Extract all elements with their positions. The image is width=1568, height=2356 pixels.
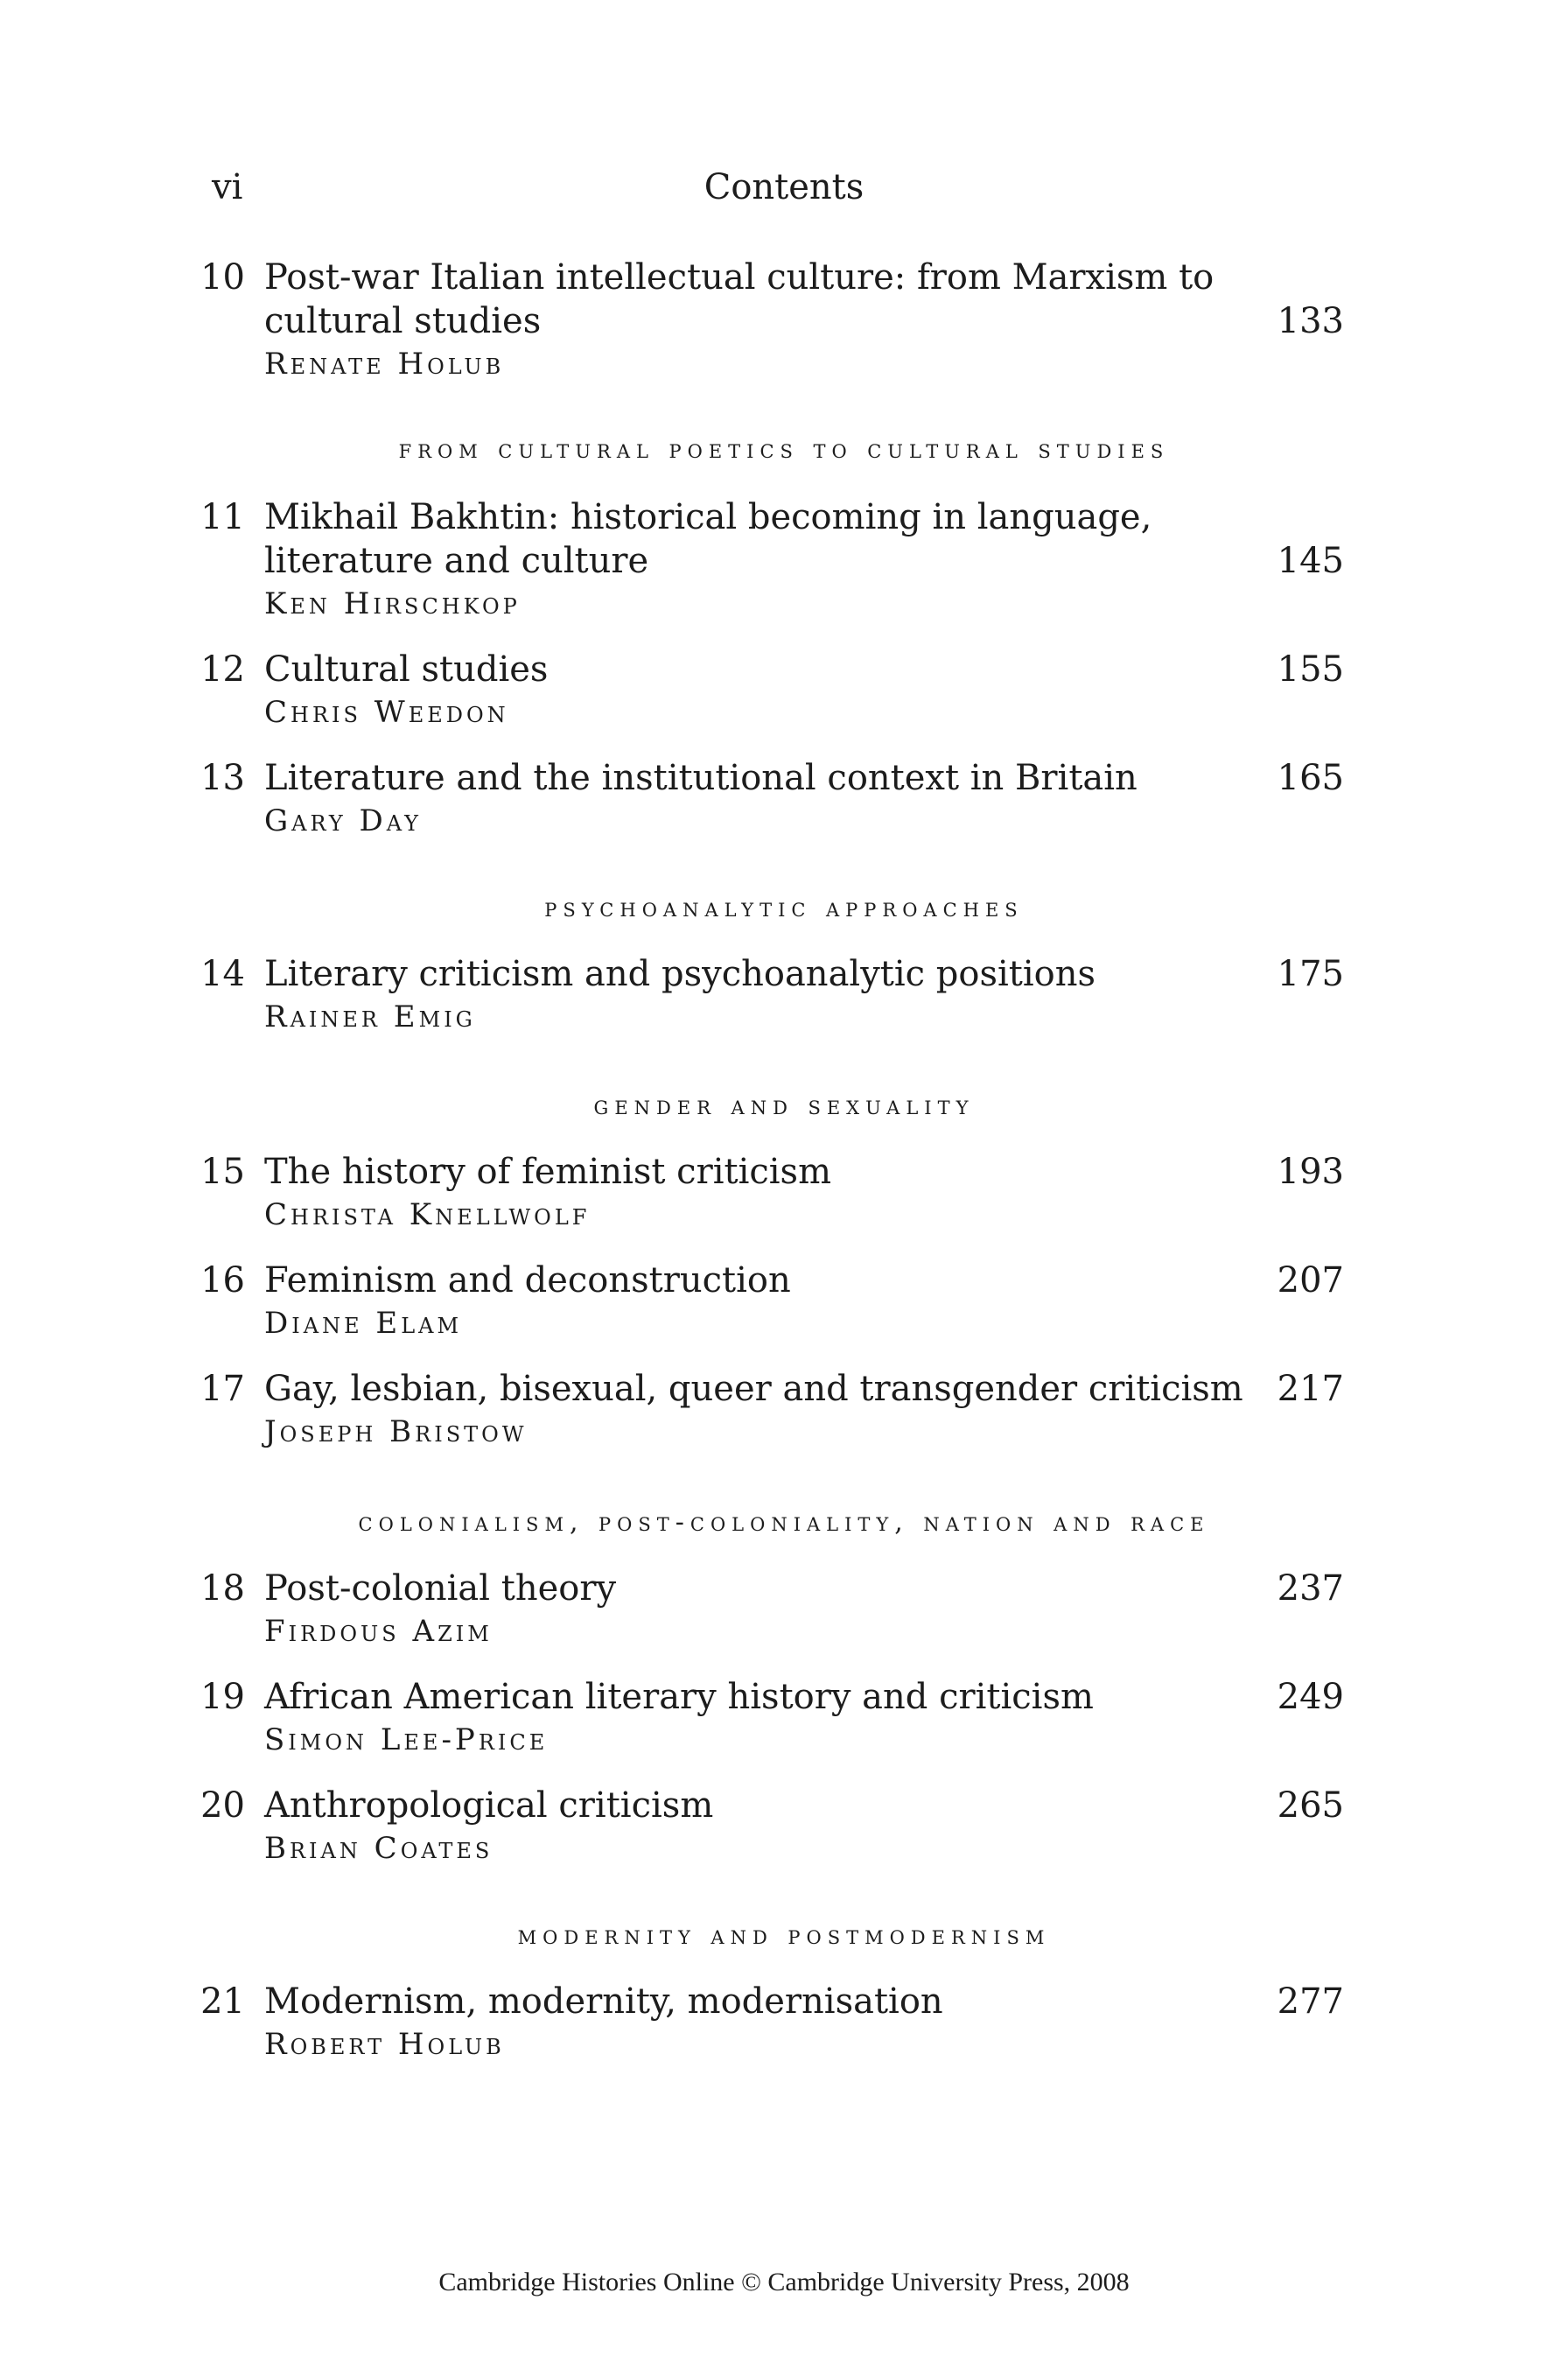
chapter-title: Anthropological criticism	[264, 1785, 714, 1826]
section-heading: gender and sexuality	[593, 1090, 975, 1121]
page-number: vi	[212, 167, 243, 207]
chapter-title: Gay, lesbian, bisexual, queer and transgender criticism	[264, 1369, 1243, 1409]
chapter-title: Literature and the institutional context in Britain	[264, 758, 1138, 798]
chapter-page: 217	[1277, 1369, 1344, 1409]
section-heading: from cultural poetics to cultural studies	[398, 434, 1170, 465]
chapter-number: 13	[200, 758, 245, 798]
chapter-number: 19	[200, 1677, 245, 1717]
running-title: Contents	[704, 167, 864, 207]
chapter-author: Joseph Bristow	[264, 1414, 528, 1449]
chapter-number: 16	[200, 1260, 245, 1301]
chapter-author: Robert Holub	[264, 2027, 505, 2062]
chapter-number: 21	[200, 1981, 245, 2022]
chapter-page: 277	[1277, 1981, 1344, 2022]
chapter-title: Mikhail Bakhtin: historical becoming in language, literature and culture	[264, 497, 1152, 581]
chapter-page: 145	[1277, 541, 1344, 581]
chapter-author: Diane Elam	[264, 1306, 463, 1341]
chapter-number: 17	[200, 1369, 245, 1409]
chapter-number: 18	[200, 1568, 245, 1609]
chapter-title: Literary criticism and psychoanalytic positions	[264, 954, 1096, 994]
chapter-page: 237	[1277, 1568, 1344, 1609]
chapter-page: 175	[1277, 954, 1344, 994]
chapter-author: Renate Holub	[264, 347, 505, 382]
chapter-author: Gary Day	[264, 803, 422, 838]
chapter-number: 15	[200, 1152, 245, 1192]
chapter-title: African American literary history and criticism	[264, 1677, 1094, 1717]
chapter-number: 12	[200, 649, 245, 690]
chapter-number: 20	[200, 1785, 245, 1826]
chapter-author: Christa Knellwolf	[264, 1197, 591, 1232]
chapter-number: 14	[200, 954, 245, 994]
copyright-footer: Cambridge Histories Online © Cambridge University Press, 2008	[438, 2268, 1130, 2296]
chapter-page: 249	[1277, 1677, 1344, 1717]
chapter-title: Post-colonial theory	[264, 1568, 617, 1609]
section-heading: psychoanalytic approaches	[544, 893, 1024, 923]
chapter-page: 207	[1277, 1260, 1344, 1301]
chapter-number: 10	[200, 257, 245, 298]
chapter-page: 155	[1277, 649, 1344, 690]
chapter-page: 265	[1277, 1785, 1344, 1826]
chapter-title: Post-war Italian intellectual culture: from Marxism to cultural studies	[264, 257, 1214, 341]
chapter-title: The history of feminist criticism	[264, 1152, 832, 1192]
chapter-author: Simon Lee-Price	[264, 1722, 549, 1757]
chapter-title: Feminism and deconstruction	[264, 1260, 791, 1301]
chapter-number: 11	[200, 497, 245, 537]
chapter-title: Modernism, modernity, modernisation	[264, 1981, 943, 2022]
section-heading: colonialism, post-coloniality, nation and race	[358, 1507, 1210, 1538]
section-heading: modernity and postmodernism	[517, 1920, 1051, 1951]
chapter-author: Firdous Azim	[264, 1614, 493, 1649]
chapter-author: Brian Coates	[264, 1831, 494, 1866]
chapter-author: Ken Hirschkop	[264, 586, 521, 621]
chapter-page: 193	[1277, 1152, 1344, 1192]
chapter-author: Chris Weedon	[264, 695, 509, 730]
chapter-author: Rainer Emig	[264, 999, 476, 1034]
chapter-page: 165	[1277, 758, 1344, 798]
chapter-page: 133	[1277, 301, 1344, 341]
chapter-title: Cultural studies	[264, 649, 549, 690]
